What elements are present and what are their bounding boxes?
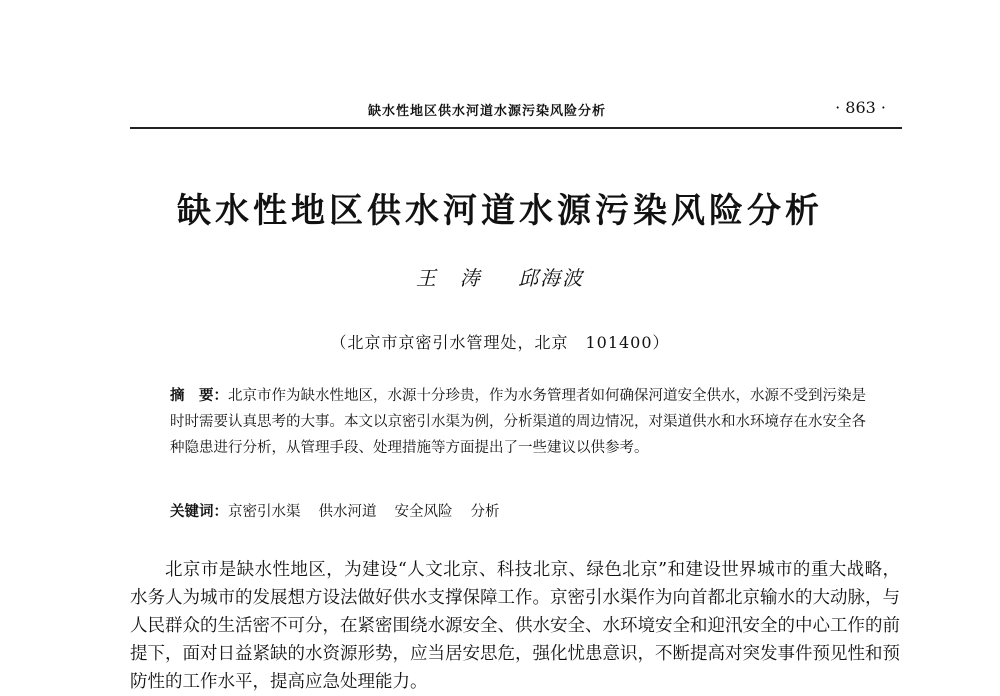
abstract-text: 北京市作为缺水性地区，水源十分珍贵，作为水务管理者如何确保河道安全供水，水源不受到污染是时时需要认真思考的大事。本文以京密引水渠为例，分析渠道的周边情况，对渠道供水和水环境存在水安全各种隐患进行分析，从管理手段、处理措施等方面提出了一些建议以供参考。 [170, 388, 866, 456]
running-header [130, 98, 900, 124]
keyword: 安全风险 [394, 504, 453, 520]
abstract [170, 383, 870, 461]
abstract-label: 摘 要： [170, 388, 228, 404]
keyword: 京密引水渠 [228, 504, 301, 520]
author-name: 王 涛 [415, 266, 482, 290]
running-title: 缺水性地区供水河道水源污染风险分析 [368, 104, 607, 119]
header-rule [130, 127, 902, 129]
keyword: 分析 [470, 504, 500, 520]
keywords-label: 关键词： [170, 504, 228, 520]
keyword: 供水河道 [318, 504, 377, 520]
author-name: 邱海波 [518, 266, 585, 290]
page-number: · 863 · [835, 98, 886, 117]
author-list [0, 262, 1000, 291]
body-paragraph: 北京市是缺水性地区，为建设“人文北京、科技北京、绿色北京”和建设世界城市的重大战略，水务人为城市的发展想方设法做好供水支撑保障工作。京密引水渠作为向首都北京输水的大动脉，与人民群众的生活密不可分，在紧密围绕水源安全、供水安全、水环境安全和迎汛安全的中心工作的前提下，面对日益紧缺的水资源形势，应当居安思危，强化忧患意识，不断提高对突发事件预见性和预防性的工作水平，提高应急处理能力。 [130, 560, 900, 692]
keywords [170, 500, 870, 521]
paper-title: 缺水性地区供水河道水源污染风险分析 [177, 191, 823, 231]
affiliation: （北京市京密引水管理处，北京 101400） [330, 333, 670, 352]
